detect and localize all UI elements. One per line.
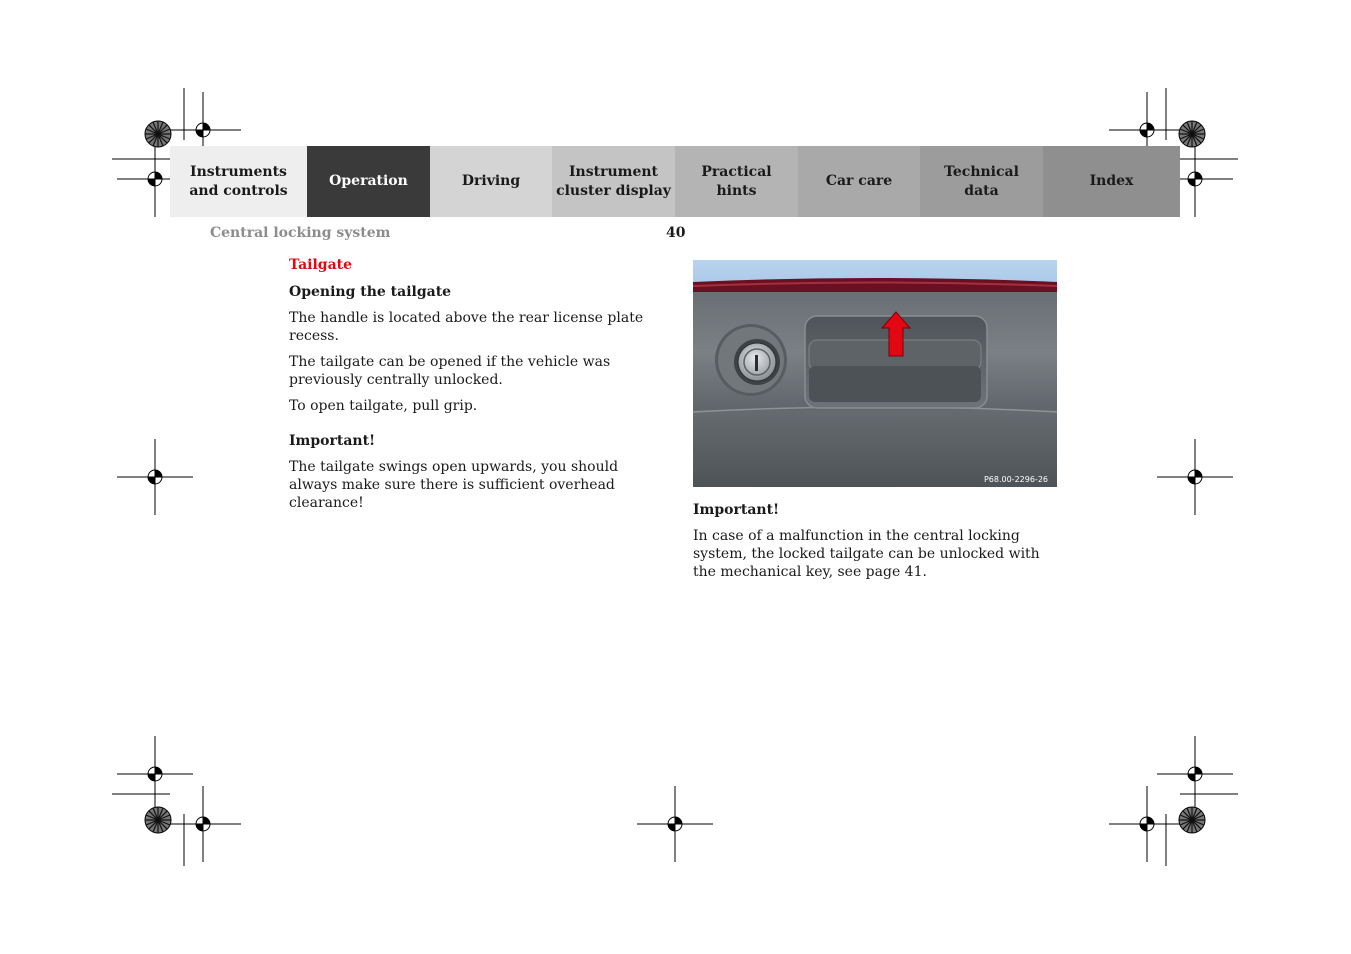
tab-label: Instrument [569,163,658,180]
paragraph: The tailgate can be opened if the vehicle was previously centrally unlocked. [289,354,611,388]
subsection-heading: Opening the tailgate [289,284,452,300]
tab-instruments-and-controls[interactable] [170,146,307,217]
tab-label: Practical hints [701,163,772,199]
tailgate-handle-illustration [693,260,1057,487]
paragraph: The tailgate swings open upwards, you should always make sure there is sufficient overhead clearance! [289,459,619,511]
paragraph: To open tailgate, pull grip. [289,398,478,414]
tab-label: and controls [189,182,288,199]
tab-operation[interactable] [307,146,430,217]
right-column [693,260,1063,589]
figure-code: P68.00-2296-26 [983,475,1048,484]
tab-index[interactable] [1043,146,1180,217]
tab-label: Operation [329,173,408,189]
left-column [289,256,664,520]
section-title: Tailgate [289,257,353,273]
tab-label: data [964,182,999,199]
tab-car-care[interactable] [798,146,920,217]
paragraph: The handle is located above the rear license plate recess. [289,310,644,344]
important-heading: Important! [693,502,780,518]
paragraph: In case of a malfunction in the central locking system, the locked tailgate can be unlocked with the mechanical key, see page 41. [693,528,1040,580]
tab-instrument-cluster-display[interactable] [552,146,675,217]
tab-label: Driving [461,173,521,189]
tab-technical-data[interactable] [920,146,1043,217]
running-header-section: Central locking system [210,225,391,241]
page-number: 40 [666,225,686,241]
tab-driving[interactable] [430,146,552,217]
important-heading: Important! [289,433,376,449]
tab-practical-hints[interactable] [675,146,798,217]
tab-label: cluster display [556,182,671,199]
tab-label: Car care [825,173,893,189]
section-nav [170,146,1180,217]
tab-label: Index [1089,173,1134,189]
tab-label: Instruments [190,163,287,180]
tab-label: Technical [944,163,1019,180]
tailgate-handle-drawing [693,260,1057,487]
